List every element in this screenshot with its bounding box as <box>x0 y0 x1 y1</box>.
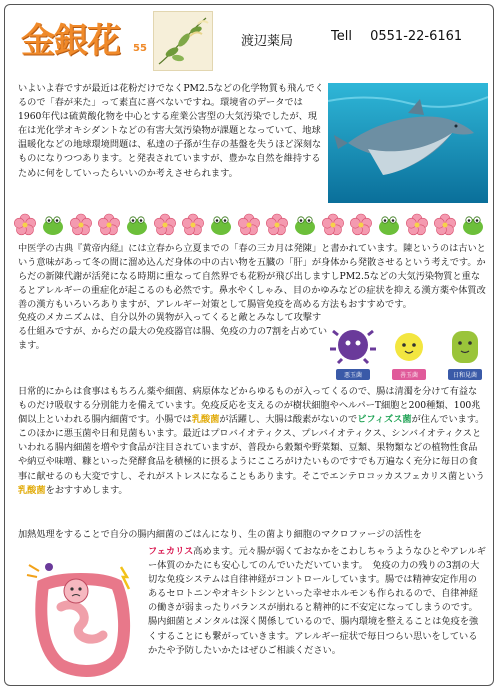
flower-icon <box>154 214 175 235</box>
autonomic-paragraph <box>148 545 486 658</box>
flower-icon <box>70 214 91 235</box>
heat-treat-paragraph: 加熱処理をすることで自分の腸内細菌のごはんになり、生の菌より細胞のマクロファージの活性を <box>18 529 422 540</box>
header <box>5 5 493 75</box>
phone-info <box>331 29 462 44</box>
intestine-illustration <box>21 555 141 680</box>
tel-number: 0551-22-6161 <box>370 29 463 44</box>
issue-number: 55 <box>133 43 147 54</box>
frog-icon <box>127 217 147 235</box>
neutral-bacteria-icon <box>448 331 482 380</box>
highlight-faecalis: フェカリス <box>148 546 194 557</box>
flower-icon <box>434 214 455 235</box>
frog-icon <box>295 217 315 235</box>
highlight-lactic-2: 乳酸菌 <box>18 484 46 496</box>
highlight-lactic: 乳酸菌 <box>191 414 220 426</box>
good-bacteria-label: 善玉菌 <box>399 372 419 379</box>
flower-icon <box>350 214 371 235</box>
flower-icon <box>98 214 119 235</box>
newsletter-page <box>4 4 494 686</box>
text-segment: 高めます。元々腸が弱くておなかをこわしちゃうようなひとやアレルギー体質のかたにも安心してのんでいただいています。 免疫の力の残りの3割の大切な免疫システムは自律神経がコントロールしています。腸では精神安定作用のあるセロトニンやオキシトシンといった幸せホルモンも作られるので、自律神経の働きが弱まったりバランスが崩れると精神的に不安定になってしまうのです。腸内細菌とメンタルは深く関係しているので、腸内環境を整えることは免疫を強くすることにも繋がっていきます。アレルギー症状で毎日つらい思いをしているかたや予防したいかたはぜひご相談ください。 <box>148 546 486 656</box>
bad-bacteria-icon <box>330 330 376 380</box>
highlight-bifidus: ビフィズス菌 <box>357 414 412 426</box>
frog-icon <box>43 217 63 235</box>
neutral-bacteria-label: 日和見菌 <box>452 372 478 379</box>
flower-icon <box>182 214 203 235</box>
newsletter-title: 金銀花 <box>21 21 120 61</box>
flower-icon <box>238 214 259 235</box>
dolphin-photo <box>328 83 488 203</box>
text-segment: が住んでいます。このほかに悪玉菌や日和見菌もいます。最近はプロバイオティクス、プレバイオティクス、シンバイオティクスといわれる腸内細菌を増やす食品が注目されていますが、普段から穀類や野菜類、豆類、果物類などの植物性食品や納豆や味噌、糠といった発酵食品を積極的に摂るようにこころがけたいものですでも万遍なく充分に毎日の食事に献せるのも大変ですし、それがストレスになることもあります。そこでエンテロコッカスフェカリス菌という <box>18 414 485 482</box>
flower-icon <box>266 214 287 235</box>
immune-paragraph: 免疫のメカニズムは、自分以外の異物が入ってくると敵とみなして攻撃する仕組みですが、からだの最大の免疫器官は腸、免疫の力の7割を占めています。 <box>18 312 328 352</box>
frog-icon <box>463 217 483 235</box>
bad-bacteria-label: 悪玉菌 <box>343 372 363 379</box>
flower-icon <box>14 214 35 235</box>
tel-label: Tell <box>331 29 352 44</box>
text-segment: が活躍し、大腸は酸素がないので <box>219 414 358 426</box>
text-segment: 日常的にからは食事はもちろん薬や細菌、病原体などからゆるものが入ってくるので、腸は清濁を分けて有益なものだけ吸収する分別能力を備えています。免疫反応を支えるのが樹状細胞やヘルパーT細胞と200種類、100兆個以上といわれる腸内細菌です。小腸では <box>18 386 481 426</box>
decorative-border <box>11 211 487 239</box>
intro-paragraph: いよいよ春ですが最近は花粉だけでなくPM2.5などの化学物質も飛んでくるので「春が来た」って素直に喜べないですね。環境省のデータでは1960年代は硫黄酸化物を中心とする産業公害型の大気汚染でしたが、現在は光化学オキシダントなどの有害大気汚染物が課題となっていて、地球温暖化などの地球環境問題は、私達の子孫が生存の基盤を失うほど深刻なものになりつつあります。と発表されていますが、豊かな自然を維持するために何をしていったらいいのか考えさせられます。 <box>18 83 324 179</box>
text-segment: をおすすめします。 <box>45 484 128 496</box>
herb-illustration <box>153 11 213 71</box>
flower-icon <box>406 214 427 235</box>
tcm-paragraph: 中医学の古典『黄帝内経』には立春から立夏までの「春の三カ月は発陳」と書かれています。陳というのは古いという意味があって冬の間に溜め込んだ身体の中の古い物を五臓の「肝」が身体から発散させるという考えです。からだの新陳代謝が活発になる時期に重なって自然界でも花粉が飛び出しますしPM2.5などの大気汚染物質と重なるとアレルギーの重症化が起こるのも必然です。鼻水やくしゃみ、目のかゆみなどの症状を抑える漢方薬や体質改善の漢方もいろいろありますが、アレルギー対策として腸管免疫を高める方法もおすすめです。 <box>18 243 486 311</box>
good-bacteria-icon <box>392 333 426 380</box>
pharmacy-name: 渡辺薬局 <box>241 34 294 49</box>
frog-icon <box>379 217 399 235</box>
gut-bacteria-paragraph <box>18 385 486 498</box>
flower-icon <box>322 214 343 235</box>
bacteria-mascots <box>328 323 490 383</box>
frog-icon <box>211 217 231 235</box>
